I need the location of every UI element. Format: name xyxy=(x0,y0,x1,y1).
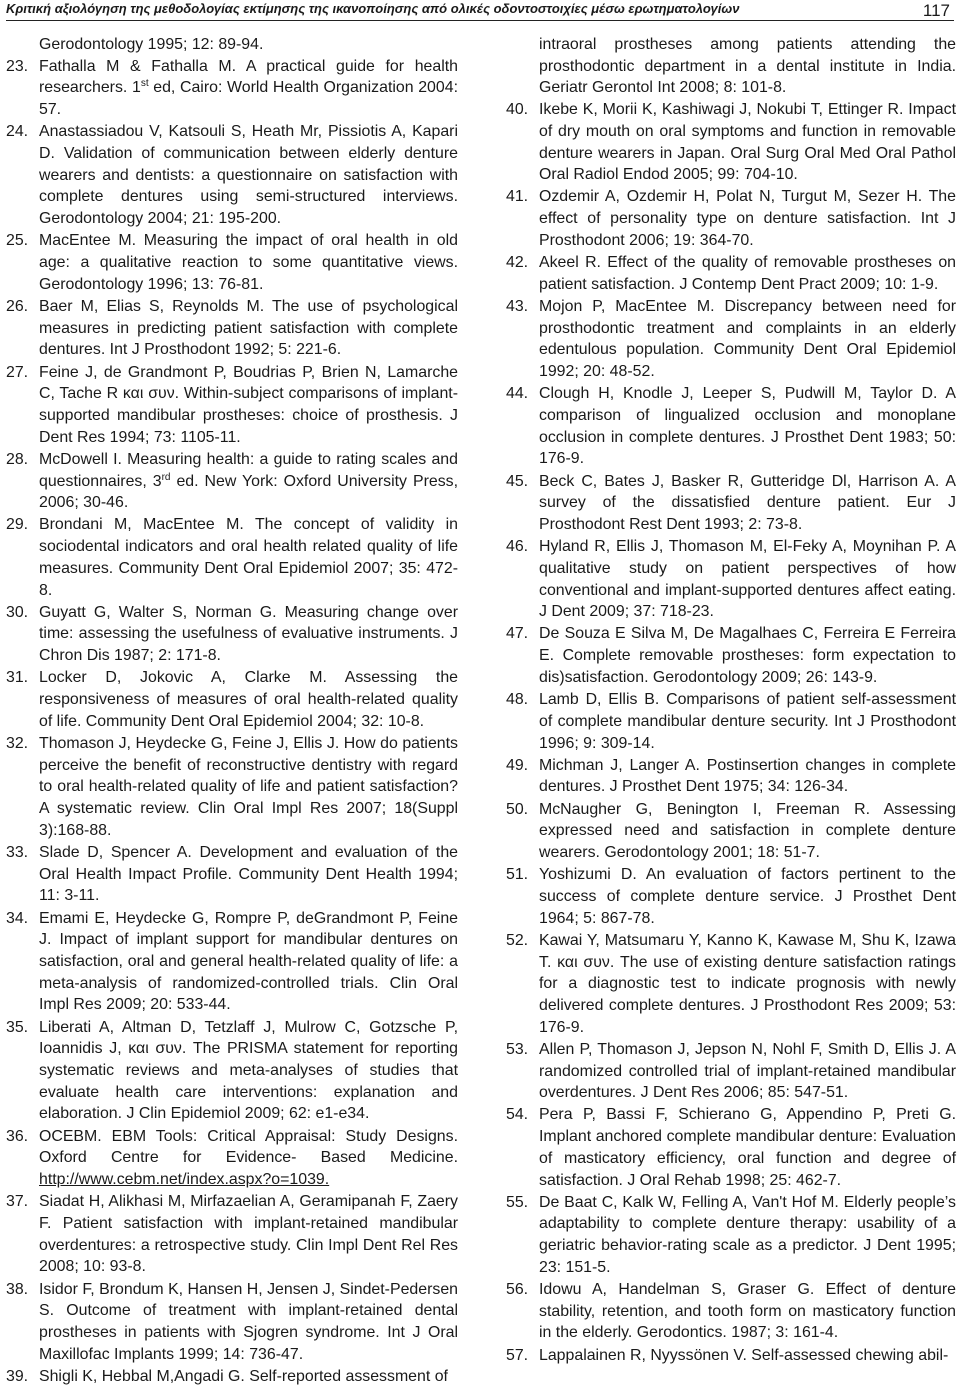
reference-text: Siadat H, Alikhasi M, Mirfazaelian A, Geramipanah F, Zaery F. Patient satisfaction with implant-retained mandibular overdentures: a retrospective study. Clin Impl Dent Rel Res 2008; 10: 93-8. xyxy=(39,1193,458,1276)
reference-item xyxy=(506,755,956,798)
reference-text: Mojon P, MacEntee M. Discrepancy between need for prosthodontic treatment and complaints in an elderly edentulous population. Community Dent Oral Epidemiol 1992; 20: 48-52. xyxy=(539,297,956,381)
reference-text: Yoshizumi D. An evaluation of factors pertinent to the success of complete denture service. J Prosthet Dent 1964; 5: 867-78. xyxy=(539,866,956,927)
reference-item xyxy=(506,99,956,186)
reference-text: Akeel R. Effect of the quality of removable prostheses on patient satisfaction. J Contemp Dent Pract 2009; 10: 1-9. xyxy=(539,254,956,293)
ordinal-superscript: rd xyxy=(161,471,171,483)
reference-text: ed, Cairo: World Health Organization 2004: 57. xyxy=(39,79,458,119)
reference-text: Locker D, Jokovic A, Clarke M. Assessing the responsiveness of measures of oral health-related quality of life. Community Dent Oral Epidemiol 2004; 32: 10-8. xyxy=(39,669,458,730)
reference-item xyxy=(506,799,956,864)
reference-number: 38. xyxy=(6,1280,29,1298)
reference-text: Thomason J, Heydecke G, Feine J, Ellis J. How do patients perceive the benefit of reconstructive dentistry with regard to oral health-related quality of life and patient satisfaction? A systematic review. Clin Oral Impl Res 2007; 18(Suppl 3):168-88. xyxy=(39,735,458,839)
reference-item xyxy=(6,667,458,732)
reference-text: Feine J, de Grandmont P, Boudrias P, Brien N, Lamarche C, Tache R και συν. Within-subject comparisons of implant-supported mandibular prostheses: choice of prosthesis. J Dent Res 1994; 73: 1105-11. xyxy=(39,363,458,446)
reference-item xyxy=(6,1017,458,1126)
reference-item xyxy=(6,121,458,230)
reference-number: 37. xyxy=(6,1193,29,1211)
reference-text: ed. New York: Oxford University Press, 2006; 30-46. xyxy=(39,472,459,512)
reference-number: 40. xyxy=(506,101,529,119)
reference-link[interactable]: http://www.cebm.net/index.aspx?o=1039. xyxy=(39,1171,330,1189)
reference-item xyxy=(506,1192,956,1279)
reference-number: 45. xyxy=(506,472,529,490)
reference-text: Shigli K, Hebbal M,Angadi G. Self-reported assessment of xyxy=(39,1367,448,1385)
reference-number: 51. xyxy=(506,866,529,884)
reference-text: McNaugher G, Benington I, Freeman R. Assessing expressed need and satisfaction in complete denture wearers. Gerodontology 2001; 18: 51-7. xyxy=(539,800,956,862)
reference-list-right xyxy=(506,99,956,1366)
reference-number: 36. xyxy=(6,1127,29,1145)
reference-item xyxy=(6,514,458,601)
reference-item xyxy=(6,56,458,121)
reference-item xyxy=(6,362,458,449)
reference-number: 57. xyxy=(506,1346,529,1364)
left-column xyxy=(6,34,458,1388)
reference-number: 49. xyxy=(506,756,529,774)
reference-item xyxy=(6,1366,458,1388)
right-column xyxy=(506,34,956,1367)
reference-number: 23. xyxy=(6,57,29,75)
reference-text: Kawai Y, Matsumaru Y, Kanno K, Kawase M, Shu K, Izawa T. και συν. The use of existing denture satisfaction ratings for a diagnostic test to indicate prognosis with newly delivered complete dentures. J Prosthodont Res 2009; 53: 176-9. xyxy=(539,931,956,1036)
reference-item xyxy=(506,623,956,688)
reference-item xyxy=(506,864,956,929)
reference-number: 41. xyxy=(506,188,529,206)
reference-number: 27. xyxy=(6,363,29,381)
reference-text: Brondani M, MacEntee M. The concept of validity in sociodental indicators and oral health related quality of life measures. Community Dent Oral Epidemiol 2007; 35: 472-8. xyxy=(39,516,458,599)
reference-text: Emami E, Heydecke G, Rompre P, deGrandmont P, Feine J. Impact of implant support for mandibular dentures on satisfaction, oral and general health-related quality of life: a meta-analysis of randomized-controlled trials. Clin Oral Impl Res 2009; 20: 533-44. xyxy=(39,909,458,1014)
page-number: 117 xyxy=(922,1,950,20)
reference-text: Beck C, Bates J, Basker R, Gutteridge Dl, Harrison A. A survey of the dissatisfied denture patient. Eur J Prosthodont Rest Dent 1993; 2: 73-8. xyxy=(539,472,956,533)
reference-text: Baer M, Elias S, Reynolds M. The use of psychological measures in predicting patient satisfaction with complete dentures. Int J Prosthodont 1992; 5: 221-6. xyxy=(39,297,458,359)
reference-item xyxy=(6,296,458,361)
reference-text: Idowu A, Handelman S, Graser G. Effect of denture stability, retention, and tooth form on masticatory function in the elderly. Gerodontics. 1987; 3: 161-4. xyxy=(539,1281,956,1342)
reference-item xyxy=(6,733,458,842)
reference-item xyxy=(6,1279,458,1366)
reference-number: 48. xyxy=(506,691,529,709)
reference-item xyxy=(506,1279,956,1344)
reference-number: 56. xyxy=(506,1281,529,1299)
reference-text: Michman J, Langer A. Postinsertion changes in complete dentures. J Prosthet Dent 1975; 34: 126-34. xyxy=(539,756,956,796)
reference-number: 52. xyxy=(506,931,529,949)
reference-number: 55. xyxy=(506,1193,529,1211)
reference-item xyxy=(6,449,458,514)
reference-text: Liberati A, Altman D, Tetzlaff J, Mulrow C, Gotzsche P, Ioannidis J, και συν. The PRISMA statement for reporting systematic reviews and meta-analyses of studies that evaluate health care interventions: explanation and elaboration. J Clin Epidemiol 2009; 62: e1-e34. xyxy=(39,1018,458,1123)
reference-number: 31. xyxy=(6,669,29,687)
reference-text: De Souza E Silva M, De Magalhaes C, Ferreira E Ferreira E. Complete removable prostheses: form expectation to dis)satisfaction. Gerodontology 2009; 26: 143-9. xyxy=(539,625,956,686)
reference-number: 47. xyxy=(506,625,529,643)
reference-item xyxy=(6,842,458,907)
reference-item xyxy=(6,908,458,1017)
reference-number: 34. xyxy=(6,909,29,927)
reference-item xyxy=(6,1126,458,1191)
reference-text: Guyatt G, Walter S, Norman G. Measuring change over time: assessing the usefulness of evaluative instruments. J Chron Dis 1987; 2: 171-8. xyxy=(39,603,458,665)
reference-item xyxy=(506,1039,956,1104)
running-title: Κριτική αξιολόγηση της μεθοδολογίας εκτίμησης της ικανοποίησης από ολικές οδοντοστοιχίες μέσω ερωτηματολογίων xyxy=(6,1,740,16)
reference-number: 42. xyxy=(506,254,529,272)
reference-text: MacEntee M. Measuring the impact of oral health in old age: a qualitative reaction to some quantitative views. Gerodontology 1996; 13: 76-81. xyxy=(39,232,458,293)
reference-number: 32. xyxy=(6,735,29,752)
reference-text: Isidor F, Brondum K, Hansen H, Jensen J, Sindet-Pedersen S. Outcome of treatment with implant-retained dental prostheses in patients with Sjogren syndrome. Int J Oral Maxillofac Implants 1999; 14: 736-47. xyxy=(39,1280,458,1363)
reference-text: Lamb D, Ellis B. Comparisons of patient self-assessment of complete mandibular denture security. Int J Prosthodont 1996; 9: 309-14. xyxy=(539,691,956,752)
reference-text: De Baat C, Kalk W, Felling A, Van't Hof M. Elderly people’s adaptability to complete denture therapy: usability of a geriatric behavior-rating scale as a predictor. J Dent 1995; 23: 151-5. xyxy=(539,1193,956,1276)
reference-item xyxy=(506,296,956,383)
reference-text: Ikebe K, Morii K, Kashiwagi J, Nokubi T, Ettinger R. Impact of dry mouth on oral symptoms and function in removable denture wearers in Japan. Oral Surg Oral Med Oral Pathol Oral Radiol Endod 2005; 99: 704-10. xyxy=(539,101,956,184)
reference-item xyxy=(506,1345,956,1367)
reference-item xyxy=(6,230,458,295)
reference-text: OCEBM. EBM Tools: Critical Appraisal: Study Designs. Oxford Centre for Evidence- Based Medicine. xyxy=(39,1127,458,1167)
reference-item xyxy=(6,1191,458,1278)
reference-number: 29. xyxy=(6,516,29,534)
reference-number: 53. xyxy=(506,1040,529,1058)
reference-text: Slade D, Spencer A. Development and evaluation of the Oral Health Impact Profile. Community Dent Health 1994; 11: 3-11. xyxy=(39,844,458,905)
reference-item xyxy=(506,252,956,295)
reference-text: McDowell I. Measuring health: a guide to rating scales and questionnaires, 3 xyxy=(39,450,458,490)
reference-number: 24. xyxy=(6,123,29,141)
reference-number: 33. xyxy=(6,844,29,862)
reference-text: Anastassiadou V, Katsouli S, Heath Mr, Pissiotis A, Kapari D. Validation of communication between elderly denture wearers and dentists: a questionnaire on satisfaction with complete dentures using semi-structured interviews. Gerodontology 2004; 21: 195-200. xyxy=(39,123,458,228)
reference-item xyxy=(506,471,956,536)
reference-item xyxy=(506,689,956,754)
reference-text: Ozdemir A, Ozdemir H, Polat N, Turgut M, Sezer H. The effect of personality type on denture satisfaction. Int J Prosthodont 2006; 19: 364-70. xyxy=(539,188,956,249)
ordinal-superscript: st xyxy=(140,78,149,90)
running-header xyxy=(6,0,954,21)
reference-continuation: intraoral prostheses among patients attending the prosthodontic department in a dental institute in India. Geriatr Gerontol Int 2008; 8: 101-8. xyxy=(539,36,956,97)
reference-number: 46. xyxy=(506,538,529,556)
reference-item xyxy=(506,383,956,470)
reference-item xyxy=(6,602,458,667)
reference-text: Hyland R, Ellis J, Thomason M, El-Feky A, Moynihan P. A qualitative study on patient perspectives of how conventional and implant-supported dentures affect eating. J Dent 2009; 37: 718-23. xyxy=(539,538,956,621)
reference-number: 50. xyxy=(506,800,529,818)
reference-number: 30. xyxy=(6,603,29,621)
reference-text: Pera P, Bassi F, Schierano G, Appendino P, Preti G. Implant anchored complete mandibular denture: Evaluation of masticatory efficiency, oral function and degree of satisfaction. J Oral Rehab 1998; 25: 462-7. xyxy=(539,1106,956,1189)
reference-continuation: Gerodontology 1995; 12: 89-94. xyxy=(39,36,264,53)
reference-number: 54. xyxy=(506,1106,529,1124)
reference-item xyxy=(506,1104,956,1191)
reference-text: Lappalainen R, Nyyssönen V. Self-assessed chewing abil- xyxy=(539,1346,949,1364)
reference-number: 43. xyxy=(506,297,529,315)
reference-item xyxy=(506,930,956,1039)
reference-text: Allen P, Thomason J, Jepson N, Nohl F, Smith D, Ellis J. A randomized controlled trial of implant-retained mandibular overdentures. J Dent Res 2006; 85: 547-51. xyxy=(539,1040,956,1102)
reference-item xyxy=(506,186,956,251)
reference-number: 28. xyxy=(6,450,29,468)
reference-list-left xyxy=(6,56,458,1388)
reference-number: 44. xyxy=(506,385,529,403)
reference-item xyxy=(506,536,956,623)
reference-number: 39. xyxy=(6,1367,29,1385)
reference-text: Clough H, Knodle J, Leeper S, Pudwill M, Taylor D. A comparison of lingualized occlusion and monoplane occlusion in complete dentures. J Prosthet Dent 1983; 50: 176-9. xyxy=(539,385,956,468)
reference-text: Fathalla M & Fathalla M. A practical guide for health researchers. 1 xyxy=(39,57,458,97)
reference-number: 25. xyxy=(6,232,29,250)
reference-number: 35. xyxy=(6,1018,29,1036)
reference-number: 26. xyxy=(6,297,29,315)
